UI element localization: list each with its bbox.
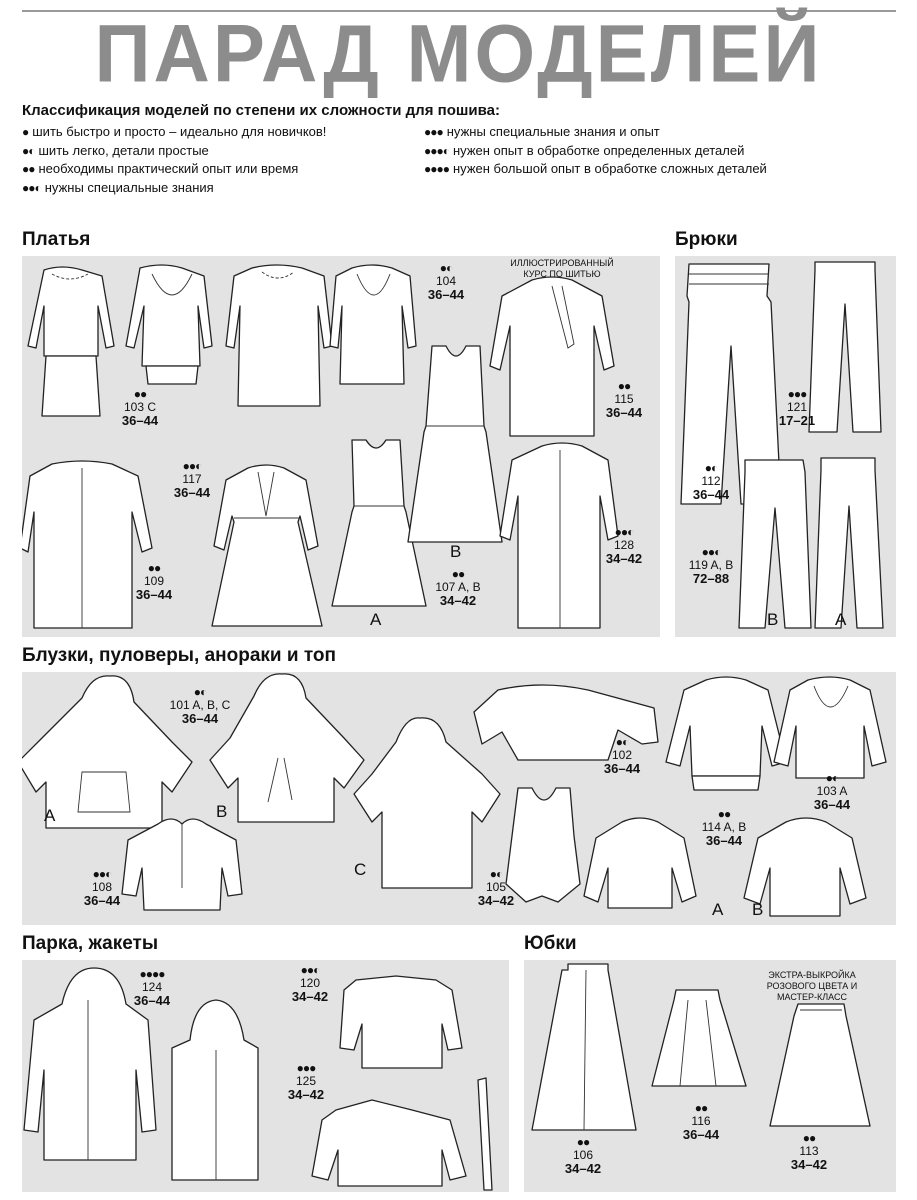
model-label-102: ●◐ 102 36–44: [603, 735, 641, 776]
model-label-108: ●●◐ 108 36–44: [83, 867, 121, 908]
model-label-128: ●●◐ 128 34–42: [605, 525, 643, 566]
variant-label-b: B: [450, 542, 462, 561]
model-label-114: ●● 114 A, B 36–44: [701, 807, 747, 848]
section-heading-parkas: Парка, жакеты: [22, 933, 159, 954]
section-heading-skirts: Юбки: [524, 933, 577, 954]
legend-item: ●◐ шить легко, детали простые: [22, 142, 209, 158]
model-label-115: ●● 115 36–44: [605, 379, 643, 420]
difficulty-dots: ●●: [22, 162, 35, 176]
difficulty-dots: ●●◐: [22, 180, 41, 195]
variant-label-a: A: [44, 806, 56, 825]
difficulty-dots: ●●●: [424, 125, 443, 139]
section-heading-trousers: Брюки: [675, 229, 738, 250]
legend-left: [22, 123, 326, 197]
variant-label-b: B: [767, 610, 779, 629]
variant-label-a: A: [835, 610, 847, 629]
trousers-panel: [675, 256, 896, 637]
legend-right: [424, 123, 767, 179]
legend-item: ●● необходимы практический опыт или время: [22, 161, 299, 176]
skirts-panel: [524, 960, 896, 1192]
model-label-112: ●◐ 112 36–44: [692, 461, 730, 502]
variant-label-c: C: [354, 860, 367, 879]
variant-label-b: B: [752, 900, 764, 919]
legend-item: ●●● нужны специальные знания и опыт: [424, 124, 660, 139]
parkas-sketches: [22, 960, 509, 1192]
variant-label-b: B: [216, 802, 228, 821]
legend-item: ●●●● нужен большой опыт в обработке сложных деталей: [424, 161, 767, 176]
model-label-104: ●◐ 104 36–44: [427, 261, 465, 302]
model-label-107: ●● 107 A, B 34–42: [435, 567, 481, 608]
model-label-125: ●●● 125 34–42: [287, 1061, 325, 1102]
model-label-106: ●● 106 34–42: [564, 1135, 602, 1176]
legend-item: ● шить быстро и просто – идеально для новичков!: [22, 124, 327, 139]
section-heading-blouses: Блузки, пуловеры, анораки и топ: [22, 645, 336, 666]
model-label-117: ●●◐ 117 36–44: [173, 459, 211, 500]
model-label-105: ●◐ 105 34–42: [477, 867, 515, 908]
parkas-panel: [22, 960, 509, 1192]
blouses-panel: [22, 672, 896, 925]
legend-item: ●●◐ нужны специальные знания: [22, 179, 214, 195]
variant-label-a: A: [712, 900, 724, 919]
dresses-panel: [22, 256, 660, 637]
blouses-sketches: [22, 672, 896, 925]
variant-label-a: A: [370, 610, 382, 629]
model-label-120: ●●◐ 120 34–42: [291, 963, 329, 1004]
difficulty-dots: ●: [22, 125, 29, 139]
model-label-101: ●◐ 101 A, B, C 36–44: [169, 685, 231, 726]
model-label-103c: ●● 103 C 36–44: [121, 387, 159, 428]
difficulty-dots: ●●●●: [424, 162, 449, 176]
extra-note: ЭКСТРА-ВЫКРОЙКА РОЗОВОГО ЦВЕТА И МАСТЕР-КЛАСС: [766, 970, 858, 1002]
model-label-103a: ●◐ 103 A 36–44: [813, 771, 851, 812]
course-note: ИЛЛЮСТРИРОВАННЫЙ КУРС ПО ШИТЬЮ: [510, 258, 614, 279]
legend-heading: Классификация моделей по степени их сложности для пошива:: [22, 102, 500, 119]
section-heading-dresses: Платья: [22, 229, 91, 250]
page-title: ПАРАД МОДЕЛЕЙ: [94, 6, 823, 100]
difficulty-dots: ●●●◐: [424, 143, 449, 158]
model-label-116: ●● 116 36–44: [682, 1101, 720, 1142]
model-label-113: ●● 113 34–42: [790, 1131, 828, 1172]
dresses-sketches: [22, 256, 660, 637]
model-label-119: ●●◐ 119 A, B 72–88: [688, 545, 734, 586]
model-label-109: ●● 109 36–44: [135, 561, 173, 602]
model-label-124: ●●●● 124 36–44: [133, 967, 171, 1008]
legend-item: ●●●◐ нужен опыт в обработке определенных деталей: [424, 142, 745, 158]
model-label-121: ●●● 121 17–21: [778, 387, 816, 428]
difficulty-dots: ●◐: [22, 143, 35, 158]
